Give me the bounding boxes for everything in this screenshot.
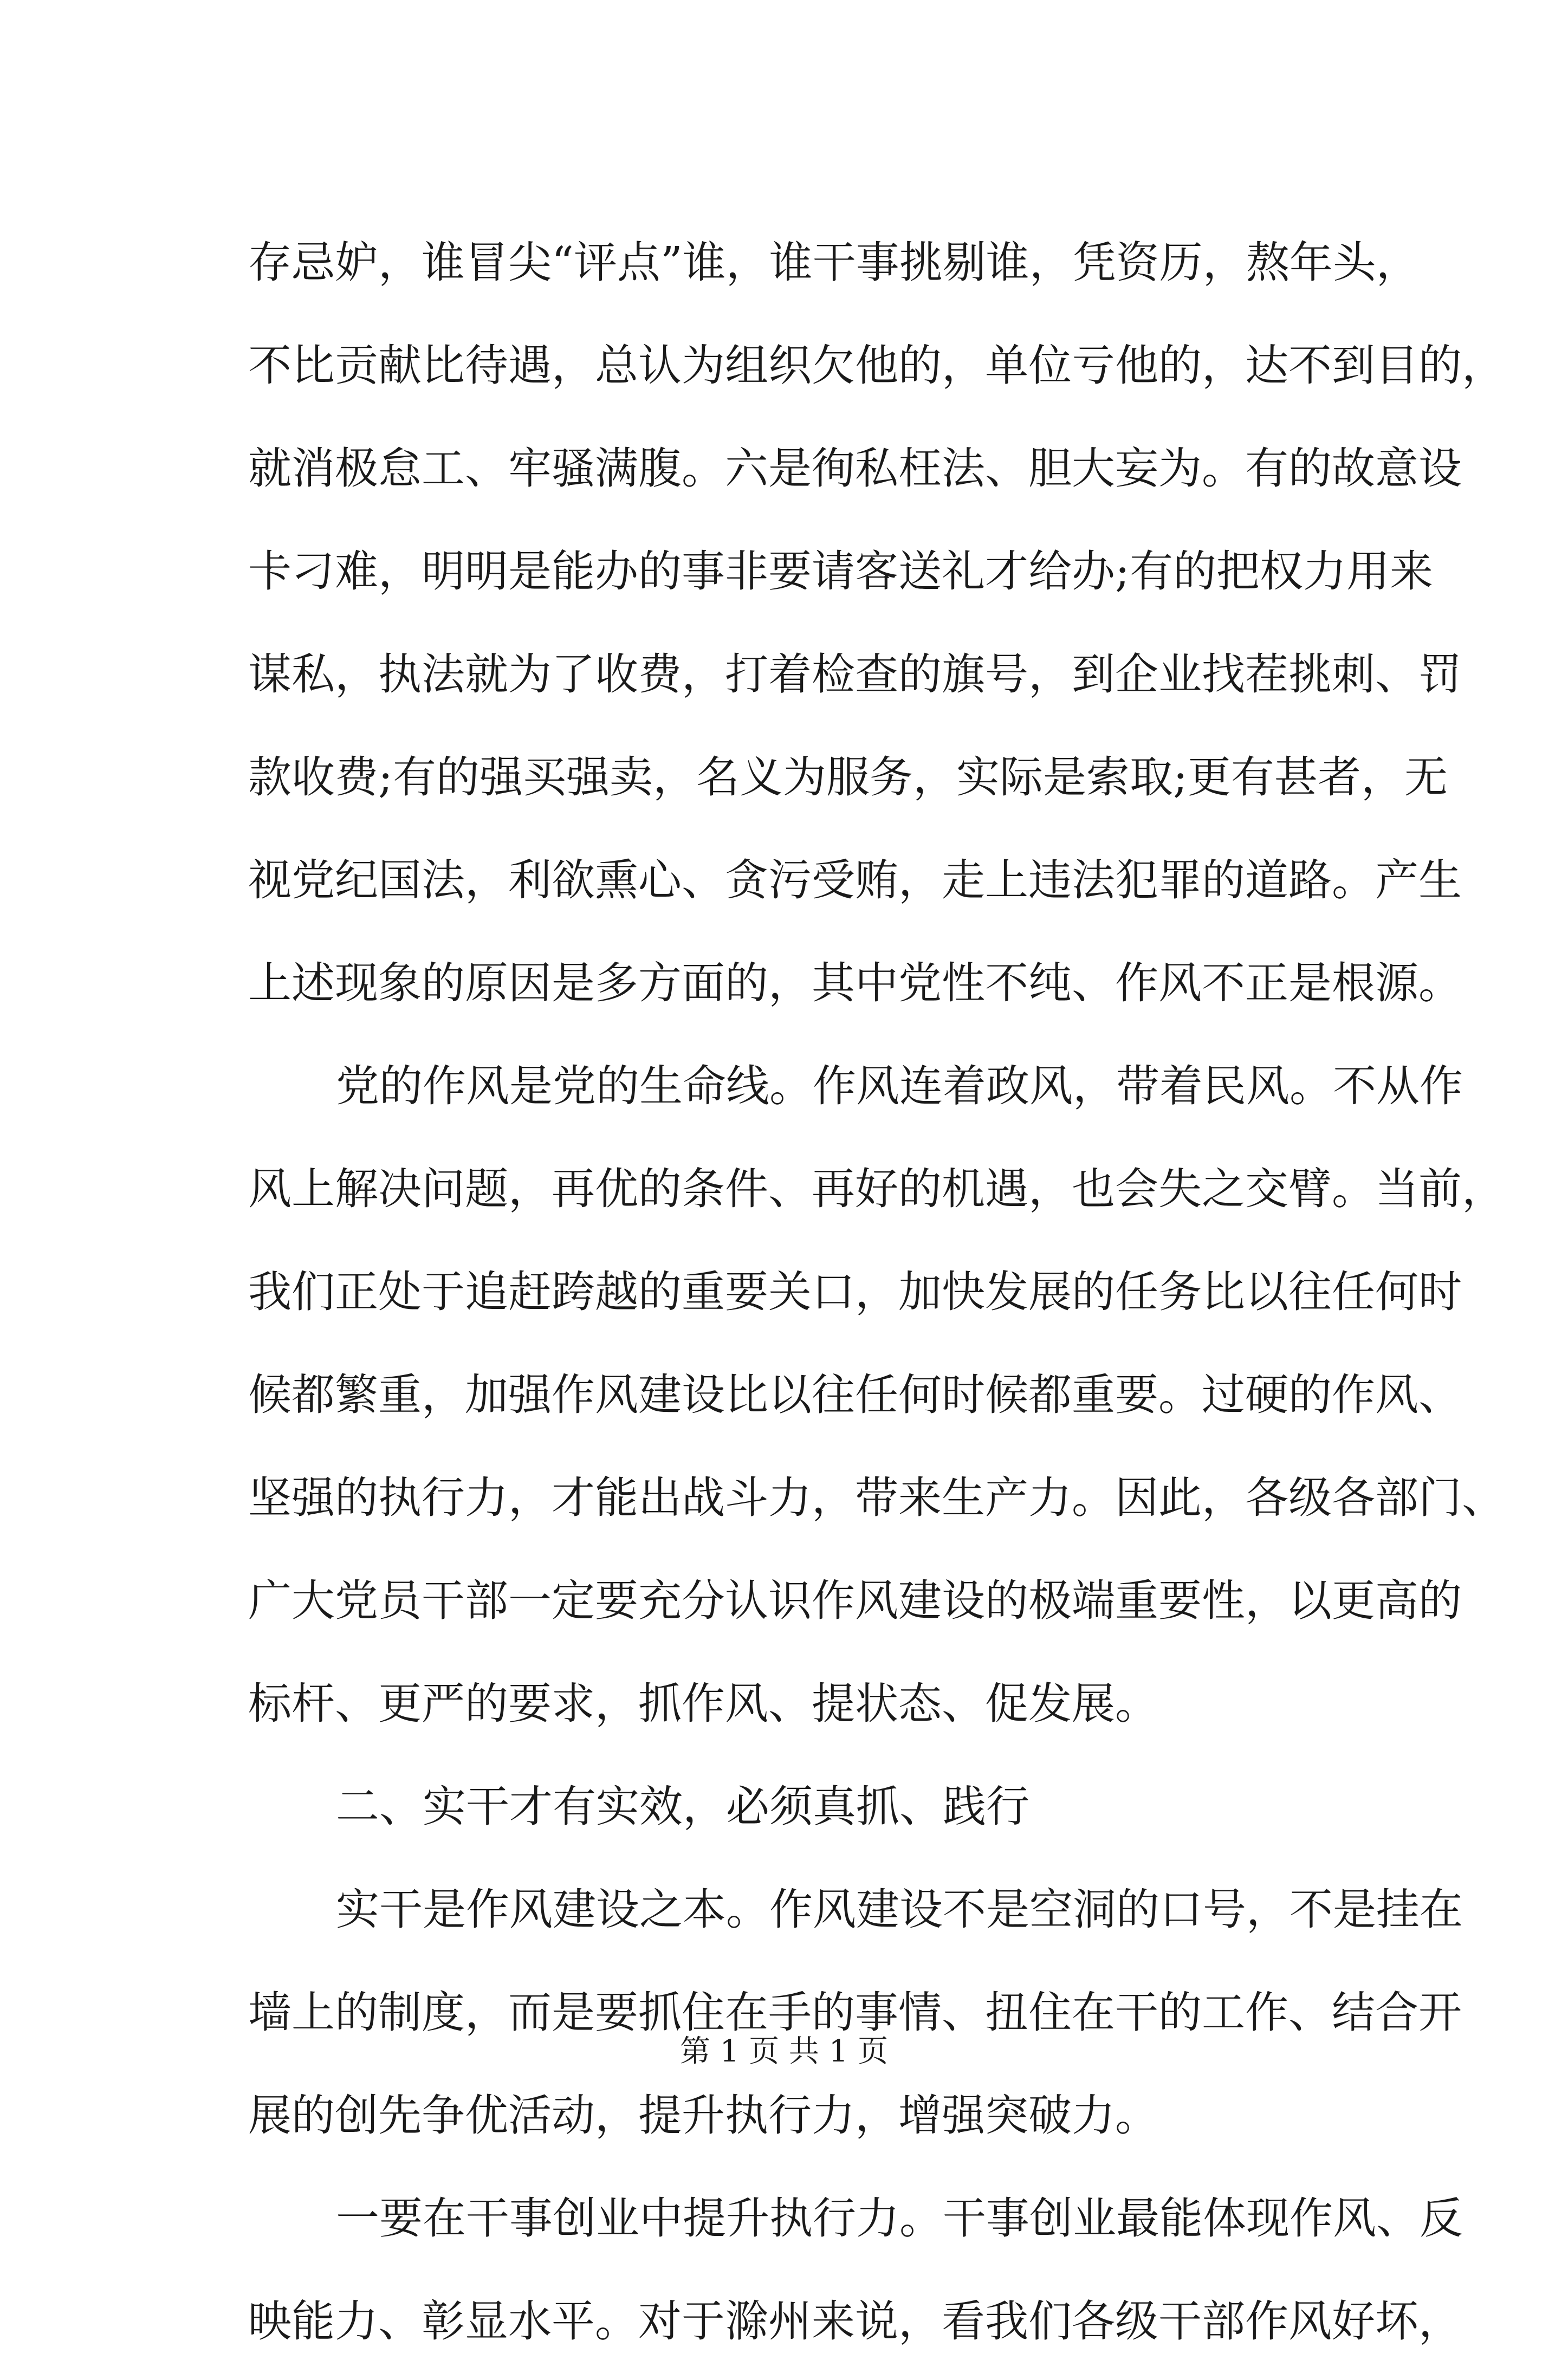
text-line: 存忌妒，谁冒尖“评点”谁，谁干事挑剔谁，凭资历，熬年头， <box>248 237 1420 288</box>
text-line: 款收费;有的强买强卖，名义为服务，实际是索取;更有甚者，无 <box>248 752 1448 802</box>
text-line: 谋私，执法就为了收费，打着检查的旗号，到企业找茬挑刺、罚 <box>248 649 1462 699</box>
text-line: 视党纪国法，利欲熏心、贪污受贿，走上违法犯罪的道路。产生 <box>248 855 1462 905</box>
text-line: 我们正处于追赶跨越的重要关口，加快发展的任务比以往任何时 <box>248 1267 1462 1317</box>
paragraph-first-line: 实干是作风建设之本。作风建设不是空洞的口号，不是挂在 <box>336 1884 1463 1935</box>
section-heading: 二、实干才有实效，必须真抓、践行 <box>336 1781 1029 1832</box>
text-line: 墙上的制度，而是要抓住在手的事情、扭住在干的工作、结合开 <box>248 1987 1462 2038</box>
page-number-footer: 第 1 页 共 1 页 <box>679 2034 889 2069</box>
text-line: 不比贡献比待遇，总认为组织欠他的，单位亏他的，达不到目的， <box>248 340 1505 391</box>
text-line: 标杆、更严的要求，抓作风、提状态、促发展。 <box>248 1678 1158 1729</box>
text-line: 上述现象的原因是多方面的，其中党性不纯、作风不正是根源。 <box>248 958 1462 1008</box>
text-line: 风上解决问题，再优的条件、再好的机遇，也会失之交臂。当前， <box>248 1164 1505 1214</box>
text-line: 展的创先争优活动，提升执行力，增强突破力。 <box>248 2090 1158 2141</box>
text-line: 卡刁难，明明是能办的事非要请客送礼才给办;有的把权力用来 <box>248 546 1433 597</box>
text-line: 就消极怠工、牢骚满腹。六是徇私枉法、胆大妄为。有的故意设 <box>248 443 1462 494</box>
text-line: 坚强的执行力，才能出战斗力，带来生产力。因此，各级各部门、 <box>248 1473 1505 1523</box>
text-line: 广大党员干部一定要充分认识作风建设的极端重要性，以更高的 <box>248 1575 1462 1626</box>
text-line: 候都繁重，加强作风建设比以往任何时候都重要。过硬的作风、 <box>248 1370 1462 1420</box>
paragraph-first-line: 一要在干事创业中提升执行力。干事创业最能体现作风、反 <box>336 2193 1463 2244</box>
text-line: 映能力、彰显水平。对于滁州来说，看我们各级干部作风好坏， <box>248 2296 1462 2346</box>
paragraph-first-line: 党的作风是党的生命线。作风连着政风，带着民风。不从作 <box>336 1061 1463 1111</box>
